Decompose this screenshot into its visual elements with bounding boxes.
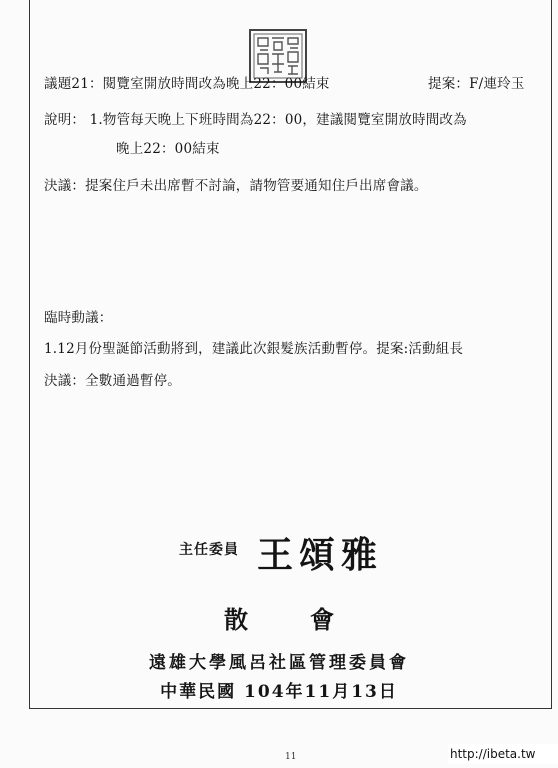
agenda-21-resolution: 決議：提案住戶未出席暫不討論，請物管要通知住戶出席會議。 — [44, 178, 428, 194]
agenda-21-explanation: 說明： 1.物管每天晚上下班時間為22：00，建議閱覽室開放時間改為 — [44, 112, 467, 128]
meeting-date: 中華民國 104年11月13日 — [160, 682, 398, 702]
source-watermark: http://ibeta.tw — [448, 744, 558, 764]
agenda-21-title: 議題21：閱覽室開放時間改為晚上22：00結束 — [44, 76, 330, 92]
extempore-motions-heading: 臨時動議： — [44, 310, 113, 326]
motion-resolution: 決議：全數通過暫停。 — [44, 373, 181, 389]
page-number: 11 — [285, 752, 297, 762]
motion-item-1: 1.12月份聖誕節活動將到，建議此次銀髮族活動暫停。提案:活動組長 — [44, 341, 464, 357]
chairman-name: 王頌雅 — [257, 534, 384, 576]
committee-name: 遠雄大學風呂社區管理委員會 — [149, 653, 409, 673]
chairman-role-label: 主任委員 — [179, 542, 239, 558]
chairman-signature-stamp — [175, 519, 407, 581]
adjourn-heading: 散會 — [224, 605, 396, 634]
agenda-21-proposer: 提案：F/連玲玉 — [428, 76, 525, 92]
agenda-21-explanation-continued: 晚上22：00結束 — [116, 141, 220, 157]
